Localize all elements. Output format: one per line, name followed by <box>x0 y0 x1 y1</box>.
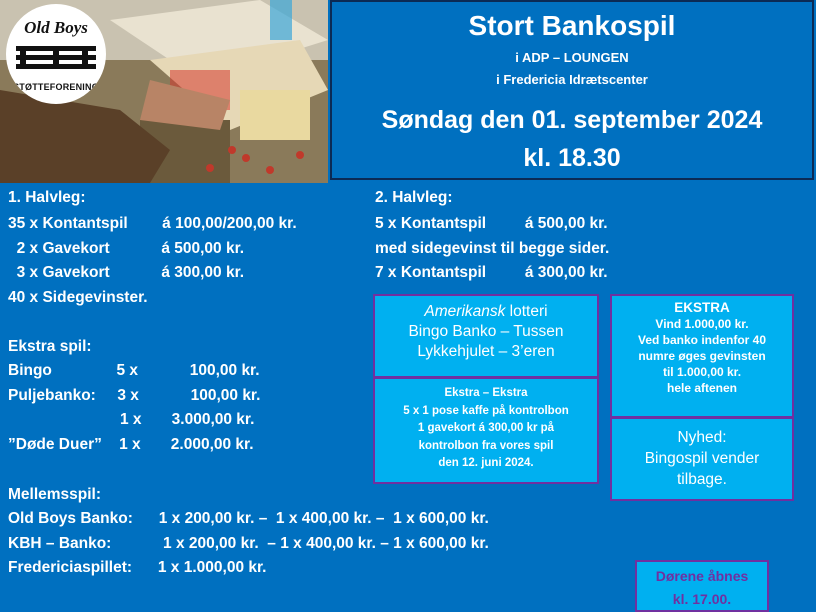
extra-games-row: Bingo 5 x 100,00 kr. <box>8 362 260 379</box>
lottery-line: Bingo Banko – Tussen <box>408 323 564 340</box>
header-box <box>330 0 814 180</box>
half1-heading: 1. Halvleg: <box>8 189 86 206</box>
page-title: Stort Bankospil <box>468 10 676 41</box>
extra-extra-line: Ekstra – Ekstra <box>444 387 528 399</box>
extra-games-row: Puljebanko: 3 x 100,00 kr. <box>8 387 261 404</box>
half2-heading: 2. Halvleg: <box>375 189 453 206</box>
extra-jackpot-line: Vind 1.000,00 kr. <box>655 317 749 331</box>
old-boys-logo <box>6 4 106 104</box>
extra-extra-line: 5 x 1 pose kaffe på kontrolbon <box>403 404 569 417</box>
extra-extra-line: den 12. juni 2024. <box>438 457 534 469</box>
header-photo <box>0 0 328 183</box>
american-lottery-box <box>373 294 599 378</box>
logo-fsf-mark <box>16 42 96 72</box>
half2-row: 5 x Kontantspil á 500,00 kr. <box>375 215 608 232</box>
doors-open-box <box>635 560 769 612</box>
extra-extra-line: 1 gavekort á 300,00 kr på <box>417 422 555 434</box>
news-line: tilbage. <box>677 471 727 488</box>
extra-jackpot-heading: EKSTRA <box>674 300 730 315</box>
news-box <box>610 417 794 501</box>
extra-extra-box <box>373 377 599 484</box>
extra-jackpot-line: hele aftenen <box>666 381 738 395</box>
extra-games-heading: Ekstra spil: <box>8 338 92 355</box>
extra-jackpot-line: numre øges gevinsten <box>638 349 766 363</box>
lottery-line: Lykkehjulet – 3’eren <box>417 343 555 360</box>
mellemspil-row: KBH – Banko: 1 x 200,00 kr. – 1 x 400,00 kr. – 1 x 600,00 kr. <box>8 535 489 552</box>
lottery-label: lotteri <box>505 303 548 320</box>
mellemspil-row: Old Boys Banko: 1 x 200,00 kr. – 1 x 400,00 kr. – 1 x 600,00 kr. <box>8 510 489 527</box>
american-label: Amerikansk <box>424 303 506 320</box>
half1-row: 3 x Gavekort á 300,00 kr. <box>8 264 245 281</box>
news-line: Nyhed: <box>677 429 727 446</box>
half1-row: 40 x Sidegevinster. <box>8 289 148 306</box>
venue-line: i ADP – LOUNGEN <box>515 50 629 65</box>
extra-extra-line: kontrolbon fra vores spil <box>418 439 554 452</box>
extra-jackpot-line: Ved banko indenfor 40 <box>637 333 767 347</box>
half1-row: 35 x Kontantspil á 100,00/200,00 kr. <box>8 215 297 232</box>
mellemspil-heading: Mellemsspil: <box>8 486 102 503</box>
logo-top-text: Old Boys <box>24 18 88 37</box>
event-time: kl. 18.30 <box>523 144 621 172</box>
extra-jackpot-box <box>610 294 794 418</box>
location-line: i Fredericia Idrætscenter <box>496 72 648 87</box>
news-line: Bingospil vender <box>644 450 760 467</box>
mellemspil-row: Fredericiaspillet: 1 x 1.000,00 kr. <box>8 559 267 576</box>
extra-games-row: 1 x 3.000,00 kr. <box>8 411 255 428</box>
half1-row: 2 x Gavekort á 500,00 kr. <box>8 240 245 257</box>
extra-games-row: ”Døde Duer” 1 x 2.000,00 kr. <box>8 436 254 453</box>
logo-bottom-text: STØTTEFORENING <box>13 82 99 92</box>
event-date: Søndag den 01. september 2024 <box>381 106 763 134</box>
half2-row: 7 x Kontantspil á 300,00 kr. <box>375 264 608 281</box>
doors-open-label: Dørene åbnes <box>655 568 749 584</box>
half2-row: med sidegevinst til begge sider. <box>375 240 610 257</box>
extra-jackpot-line: til 1.000,00 kr. <box>662 365 742 379</box>
doors-open-time: kl. 17.00. <box>672 591 732 607</box>
